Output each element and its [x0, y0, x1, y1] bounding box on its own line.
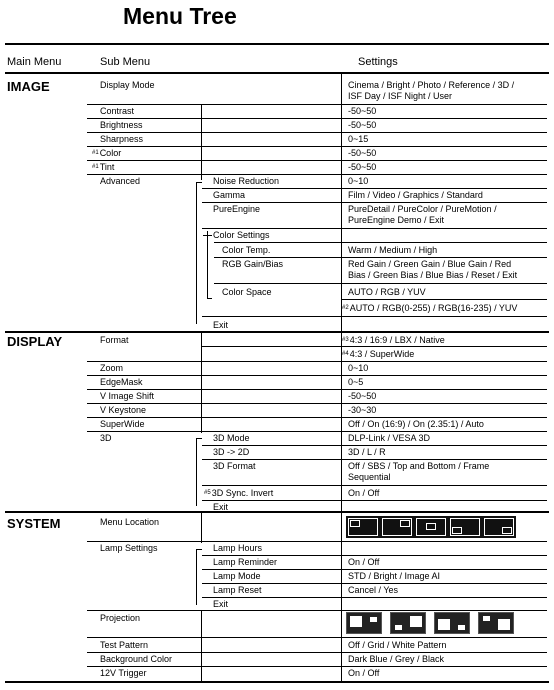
row-rule	[202, 445, 547, 446]
val-noise-reduction: 0~10	[348, 176, 369, 186]
header-top-rule	[5, 43, 549, 45]
val-gamma: Film / Video / Graphics / Standard	[348, 190, 483, 200]
col-separator-image-b	[341, 74, 342, 332]
footnote-marker: #2	[342, 305, 349, 311]
lamp-exit: Exit	[213, 599, 229, 609]
lamp-reset: Lamp Reset	[213, 585, 262, 595]
sub-v-image-shift: V Image Shift	[100, 391, 155, 401]
sub-contrast: Contrast	[100, 106, 135, 116]
lamp-bracket-top	[196, 549, 202, 550]
3d-exit: Exit	[213, 502, 229, 512]
val-edgemask: 0~5	[348, 377, 364, 387]
val-pureengine-1: PureDetail / PureColor / PureMotion /	[348, 204, 497, 214]
row-rule	[202, 316, 547, 317]
row-rule	[202, 202, 547, 203]
3d-format: 3D Format	[213, 461, 256, 471]
val-v-keystone: -30~30	[348, 405, 377, 415]
row-rule	[214, 283, 547, 284]
lamp-reminder: Lamp Reminder	[213, 557, 278, 567]
3d-bracket	[196, 438, 197, 506]
row-rule	[87, 174, 547, 175]
val-3d-to-2d: 3D / L / R	[348, 447, 386, 457]
val-12v-trigger: On / Off	[348, 668, 380, 678]
footnote-marker: #3	[342, 337, 349, 343]
val-rgb-2: Bias / Green Bias / Blue Bias / Reset / Exit	[348, 270, 518, 280]
val-lamp-reminder: On / Off	[348, 557, 380, 567]
val-display-mode-2: ISF Day / ISF Night / User	[348, 91, 453, 101]
sub-display-mode: Display Mode	[100, 80, 155, 90]
val-format	[342, 335, 445, 346]
page-title: Menu Tree	[123, 3, 237, 29]
row-rule	[202, 555, 547, 556]
footnote-marker: #1	[92, 164, 99, 170]
row-rule	[202, 188, 547, 189]
sub-menu-location: Menu Location	[100, 517, 160, 527]
row-rule	[202, 597, 547, 598]
sub-v-keystone: V Keystone	[100, 405, 147, 415]
3d-sync-invert-label: 3D Sync. Invert	[211, 488, 274, 498]
row-rule	[87, 389, 547, 390]
row-rule	[87, 104, 547, 105]
section-rule-display	[5, 331, 549, 333]
val-format-text: 4:3 / 16:9 / LBX / Native	[349, 335, 445, 345]
projection-front-ceiling-icon	[434, 612, 470, 634]
col-separator-system-a	[201, 513, 202, 543]
adv-gamma: Gamma	[213, 190, 246, 200]
main-menu-system: SYSTEM	[7, 516, 61, 531]
row-rule	[87, 403, 547, 404]
row-rule	[202, 459, 547, 460]
menu-location-top-right-icon	[380, 516, 414, 538]
sub-tint	[92, 162, 114, 173]
sub-3d: 3D	[100, 433, 112, 443]
header-main-menu: Main Menu	[7, 56, 62, 68]
3d-mode: 3D Mode	[213, 433, 250, 443]
advanced-bracket-top	[196, 182, 202, 183]
row-rule	[87, 652, 547, 653]
color-settings-bracket-bottom	[207, 298, 212, 299]
row-rule	[214, 257, 547, 258]
header-bottom-rule	[5, 72, 549, 74]
lamp-bracket	[196, 549, 197, 605]
cs-rgb-gain-bias: RGB Gain/Bias	[222, 259, 284, 269]
val-format-2	[342, 349, 414, 360]
footnote-marker: #4	[342, 351, 349, 357]
table-bottom-rule	[5, 681, 549, 683]
sub-test-pattern: Test Pattern	[100, 640, 149, 650]
footnote-marker: #1	[92, 150, 99, 156]
val-tint: -50~50	[348, 162, 377, 172]
row-rule	[87, 417, 547, 418]
footnote-marker: #5	[204, 490, 211, 496]
sub-superwide: SuperWide	[100, 419, 145, 429]
menu-location-top-left-icon	[346, 516, 380, 538]
row-rule	[87, 541, 547, 542]
val-3d-format-2: Sequential	[348, 472, 391, 482]
sub-projection: Projection	[100, 613, 141, 623]
val-format-2-text: 4:3 / SuperWide	[349, 349, 415, 359]
sub-sharpness: Sharpness	[100, 134, 144, 144]
sub-12v-trigger: 12V Trigger	[100, 668, 147, 678]
menu-location-center-icon	[414, 516, 448, 538]
col-separator-display-a	[201, 333, 202, 433]
val-zoom: 0~10	[348, 363, 369, 373]
val-lamp-reset: Cancel / Yes	[348, 585, 399, 595]
row-rule	[87, 431, 547, 432]
row-rule	[202, 228, 547, 229]
val-lamp-mode: STD / Bright / Image AI	[348, 571, 441, 581]
val-brightness: -50~50	[348, 120, 377, 130]
lamp-hours: Lamp Hours	[213, 543, 263, 553]
val-3d-sync-invert: On / Off	[348, 488, 380, 498]
val-superwide: Off / On (16:9) / On (2.35:1) / Auto	[348, 419, 484, 429]
row-rule	[202, 500, 547, 501]
cs-color-space: Color Space	[222, 287, 272, 297]
val-color: -50~50	[348, 148, 377, 158]
val-pureengine-2: PureEngine Demo / Exit	[348, 215, 445, 225]
sub-color-label: Color	[99, 148, 122, 158]
sub-color	[92, 148, 121, 159]
menu-location-bottom-right-icon	[482, 516, 516, 538]
row-rule	[87, 637, 547, 638]
sub-zoom: Zoom	[100, 363, 124, 373]
val-color-temp: Warm / Medium / High	[348, 245, 438, 255]
advanced-bracket	[196, 182, 197, 324]
cs-color-temp: Color Temp.	[222, 245, 271, 255]
val-v-image-shift: -50~50	[348, 391, 377, 401]
sub-format: Format	[100, 335, 129, 345]
adv-exit: Exit	[213, 320, 229, 330]
row-rule	[87, 666, 547, 667]
sub-brightness: Brightness	[100, 120, 143, 130]
row-rule	[202, 569, 547, 570]
row-rule	[202, 346, 547, 347]
row-rule	[87, 375, 547, 376]
val-color-space: AUTO / RGB / YUV	[348, 287, 426, 297]
row-rule	[87, 160, 547, 161]
col-separator-image-a	[201, 104, 202, 180]
val-color-space-2	[342, 303, 517, 314]
row-rule	[87, 610, 547, 611]
header-sub-menu: Sub Menu	[100, 56, 151, 68]
row-rule	[214, 242, 547, 243]
adv-pureengine: PureEngine	[213, 204, 261, 214]
3d-to-2d: 3D -> 2D	[213, 447, 250, 457]
header-settings: Settings	[358, 56, 398, 68]
val-sharpness: 0~15	[348, 134, 369, 144]
projection-rear-desktop-icon	[390, 612, 426, 634]
main-menu-display: DISPLAY	[7, 334, 63, 349]
val-test-pattern: Off / Grid / White Pattern	[348, 640, 447, 650]
row-rule	[341, 299, 547, 300]
row-rule	[87, 132, 547, 133]
adv-noise-reduction: Noise Reduction	[213, 176, 280, 186]
row-rule	[87, 146, 547, 147]
val-3d-mode: DLP-Link / VESA 3D	[348, 433, 431, 443]
val-3d-format-1: Off / SBS / Top and Bottom / Frame	[348, 461, 490, 471]
menu-location-bottom-left-icon	[448, 516, 482, 538]
sub-lamp-settings: Lamp Settings	[100, 543, 158, 553]
3d-sync-invert	[204, 488, 273, 499]
color-settings-bracket	[207, 231, 208, 298]
row-rule	[87, 118, 547, 119]
row-rule	[202, 583, 547, 584]
projection-front-desktop-icon	[346, 612, 382, 634]
val-contrast: -50~50	[348, 106, 377, 116]
row-rule	[202, 485, 547, 486]
sub-edgemask: EdgeMask	[100, 377, 143, 387]
sub-tint-label: Tint	[99, 162, 115, 172]
lamp-mode: Lamp Mode	[213, 571, 261, 581]
val-background-color: Dark Blue / Grey / Black	[348, 654, 445, 664]
val-color-space-2-text: AUTO / RGB(0-255) / RGB(16-235) / YUV	[349, 303, 518, 313]
adv-color-settings: Color Settings	[213, 230, 270, 240]
sub-background-color: Background Color	[100, 654, 173, 664]
val-display-mode-1: Cinema / Bright / Photo / Reference / 3D /	[348, 80, 515, 90]
projection-rear-ceiling-icon	[478, 612, 514, 634]
section-rule-system	[5, 511, 549, 513]
col-separator-system-c	[201, 610, 202, 681]
main-menu-image: IMAGE	[7, 79, 50, 94]
val-rgb-1: Red Gain / Green Gain / Blue Gain / Red	[348, 259, 512, 269]
3d-bracket-top	[196, 438, 202, 439]
row-rule	[87, 361, 547, 362]
sub-advanced: Advanced	[100, 176, 141, 186]
